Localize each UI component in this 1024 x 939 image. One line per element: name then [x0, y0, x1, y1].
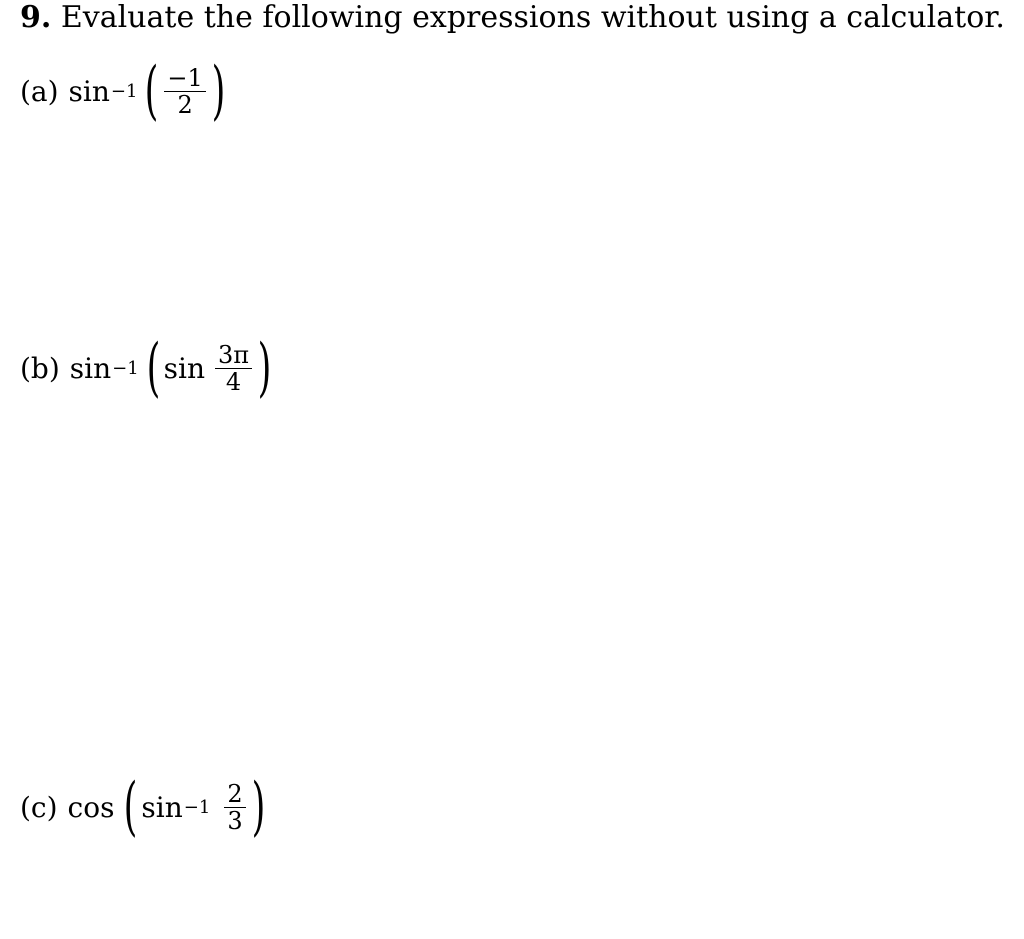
- part-b-numerator: 3π: [215, 342, 252, 369]
- part-b-function: sin: [69, 351, 112, 385]
- part-c-superscript: −1: [183, 796, 211, 818]
- part-b-label: (b): [20, 351, 60, 385]
- part-a: [20, 46, 225, 136]
- right-paren: ): [257, 331, 272, 405]
- part-b: [20, 323, 271, 413]
- problem-instruction: Evaluate the following expressions without using a calculator.: [60, 0, 1005, 35]
- part-c-fraction: [224, 781, 245, 834]
- part-a-function: sin: [68, 74, 110, 108]
- part-b-inner-function: sin: [163, 351, 206, 385]
- right-paren: ): [211, 54, 226, 128]
- part-c-numerator: 2: [224, 781, 245, 808]
- left-paren: (: [146, 331, 161, 405]
- part-a-label: (a): [20, 74, 59, 108]
- part-b-fraction: [215, 342, 252, 395]
- part-c: [20, 762, 265, 852]
- part-a-superscript: −1: [110, 80, 138, 102]
- problem-header: [20, 0, 1005, 36]
- part-b-superscript: −1: [112, 357, 139, 379]
- part-c-outer-function: cos: [67, 790, 115, 824]
- part-a-numerator: −1: [164, 65, 205, 92]
- part-b-denominator: 4: [225, 367, 242, 396]
- left-paren: (: [124, 770, 138, 844]
- problem-number: 9.: [20, 0, 52, 35]
- right-paren: ): [251, 770, 265, 844]
- left-paren: (: [145, 54, 159, 128]
- part-a-fraction: [164, 65, 205, 118]
- part-c-label: (c): [20, 790, 58, 824]
- part-c-denominator: 3: [227, 806, 243, 835]
- part-a-denominator: 2: [177, 90, 193, 119]
- part-c-function: sin: [141, 790, 183, 824]
